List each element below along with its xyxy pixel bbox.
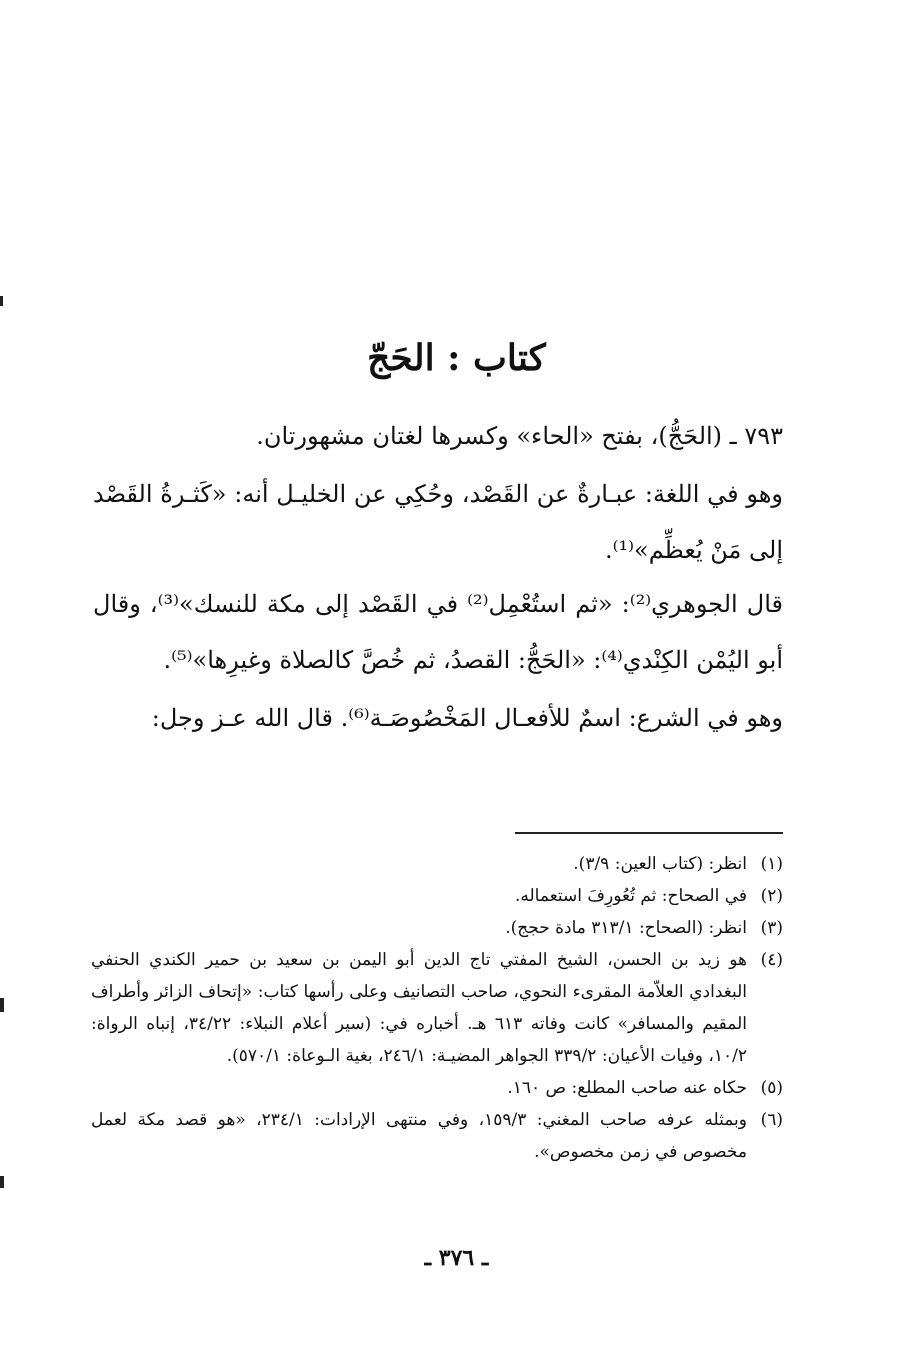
footnote-item [91,1104,783,1168]
footnote-text: حكاه عنه صاحب المطلع: ص ١٦٠. [507,1078,747,1098]
footnote-number: (٣) [760,918,783,938]
scan-edge-mark-top [0,296,3,306]
footnotes-list [91,848,783,1168]
footnote-text: انظر: (كتاب العين: ٣/٩). [573,854,747,874]
footnote-item [91,848,783,880]
paragraph-3: قال الجوهري⁽²⁾: «ثم استُعْمِل⁽²⁾ في القَصْد إلى مكة للنسك»⁽³⁾، وقال أبو اليُمْن الكِنْدي⁽⁴⁾: «الحَجُّ: القصدُ، ثم خُصَّ كالصلاة وغيرِها»⁽⁵⁾. [93,590,783,674]
footnote-number: (٢) [760,886,783,906]
footnote-text: وبمثله عرفه صاحب المغني: ١٥٩/٣، وفي منتهى الإرادات: ٢٣٤/١، «هو قصد مكة لعمل مخصوص في زمن مخصوص». [91,1110,747,1162]
footnote-item [91,880,783,912]
chapter-title: كتاب : الحَجّ [367,337,546,379]
footnote-number: (١) [760,854,783,874]
footnote-number: (٦) [760,1110,783,1130]
footnote-number: (٥) [760,1078,783,1098]
scan-edge-mark-bottom [0,1176,4,1188]
page-number: ـ ٣٧٦ ـ [424,1245,489,1271]
footnote-item [91,944,783,1072]
footnote-item [91,912,783,944]
footnote-text: هو زيد بن الحسن، الشيخ المفتي تاج الدين أبو اليمن بن سعيد بن حمير الكندي الحنفي البغدادي العلاّمة المقرىء النحوي، صاحب التصانيف وعلى رأسها كتاب: «إتحاف الزائر وأطراف المقيم والمسافر» كانت وفاته ٦١٣ هـ. أخباره في: (سير أعلام النبلاء: ٣٤/٢٢، إنباه الرواة: ١٠/٢، وفيات الأعيان: ٣٣٩/٢ الجواهر المضيـة: ٢٤٦/١، بغية الـوعاة: ٥٧٠/١). [91,950,747,1066]
footnote-item [91,1072,783,1104]
paragraph-2: وهو في اللغة: عبـارةٌ عن القَصْد، وحُكِي عن الخليـل أنه: «كَثـرةُ القَصْد إلى مَنْ يُعظِّم»⁽¹⁾. [93,480,783,564]
footnote-text: انظر: (الصحاح: ٣١٣/١ مادة حجج). [505,918,747,938]
footnote-number: (٤) [760,950,783,970]
paragraph-1: ٧٩٣ ـ (الحَجُّ)، بفتح «الحاء» وكسرها لغتان مشهورتان. [256,422,783,450]
paragraph-4: وهو في الشرع: اسمٌ للأفعـال المَخْصُوصَـة⁽⁶⁾. قال الله عـز وجل: [151,704,783,732]
scan-edge-mark-middle [0,998,4,1012]
footnote-separator [515,832,783,834]
footnote-text: في الصحاح: ثم تُعُورِفَ استعماله. [514,886,747,906]
